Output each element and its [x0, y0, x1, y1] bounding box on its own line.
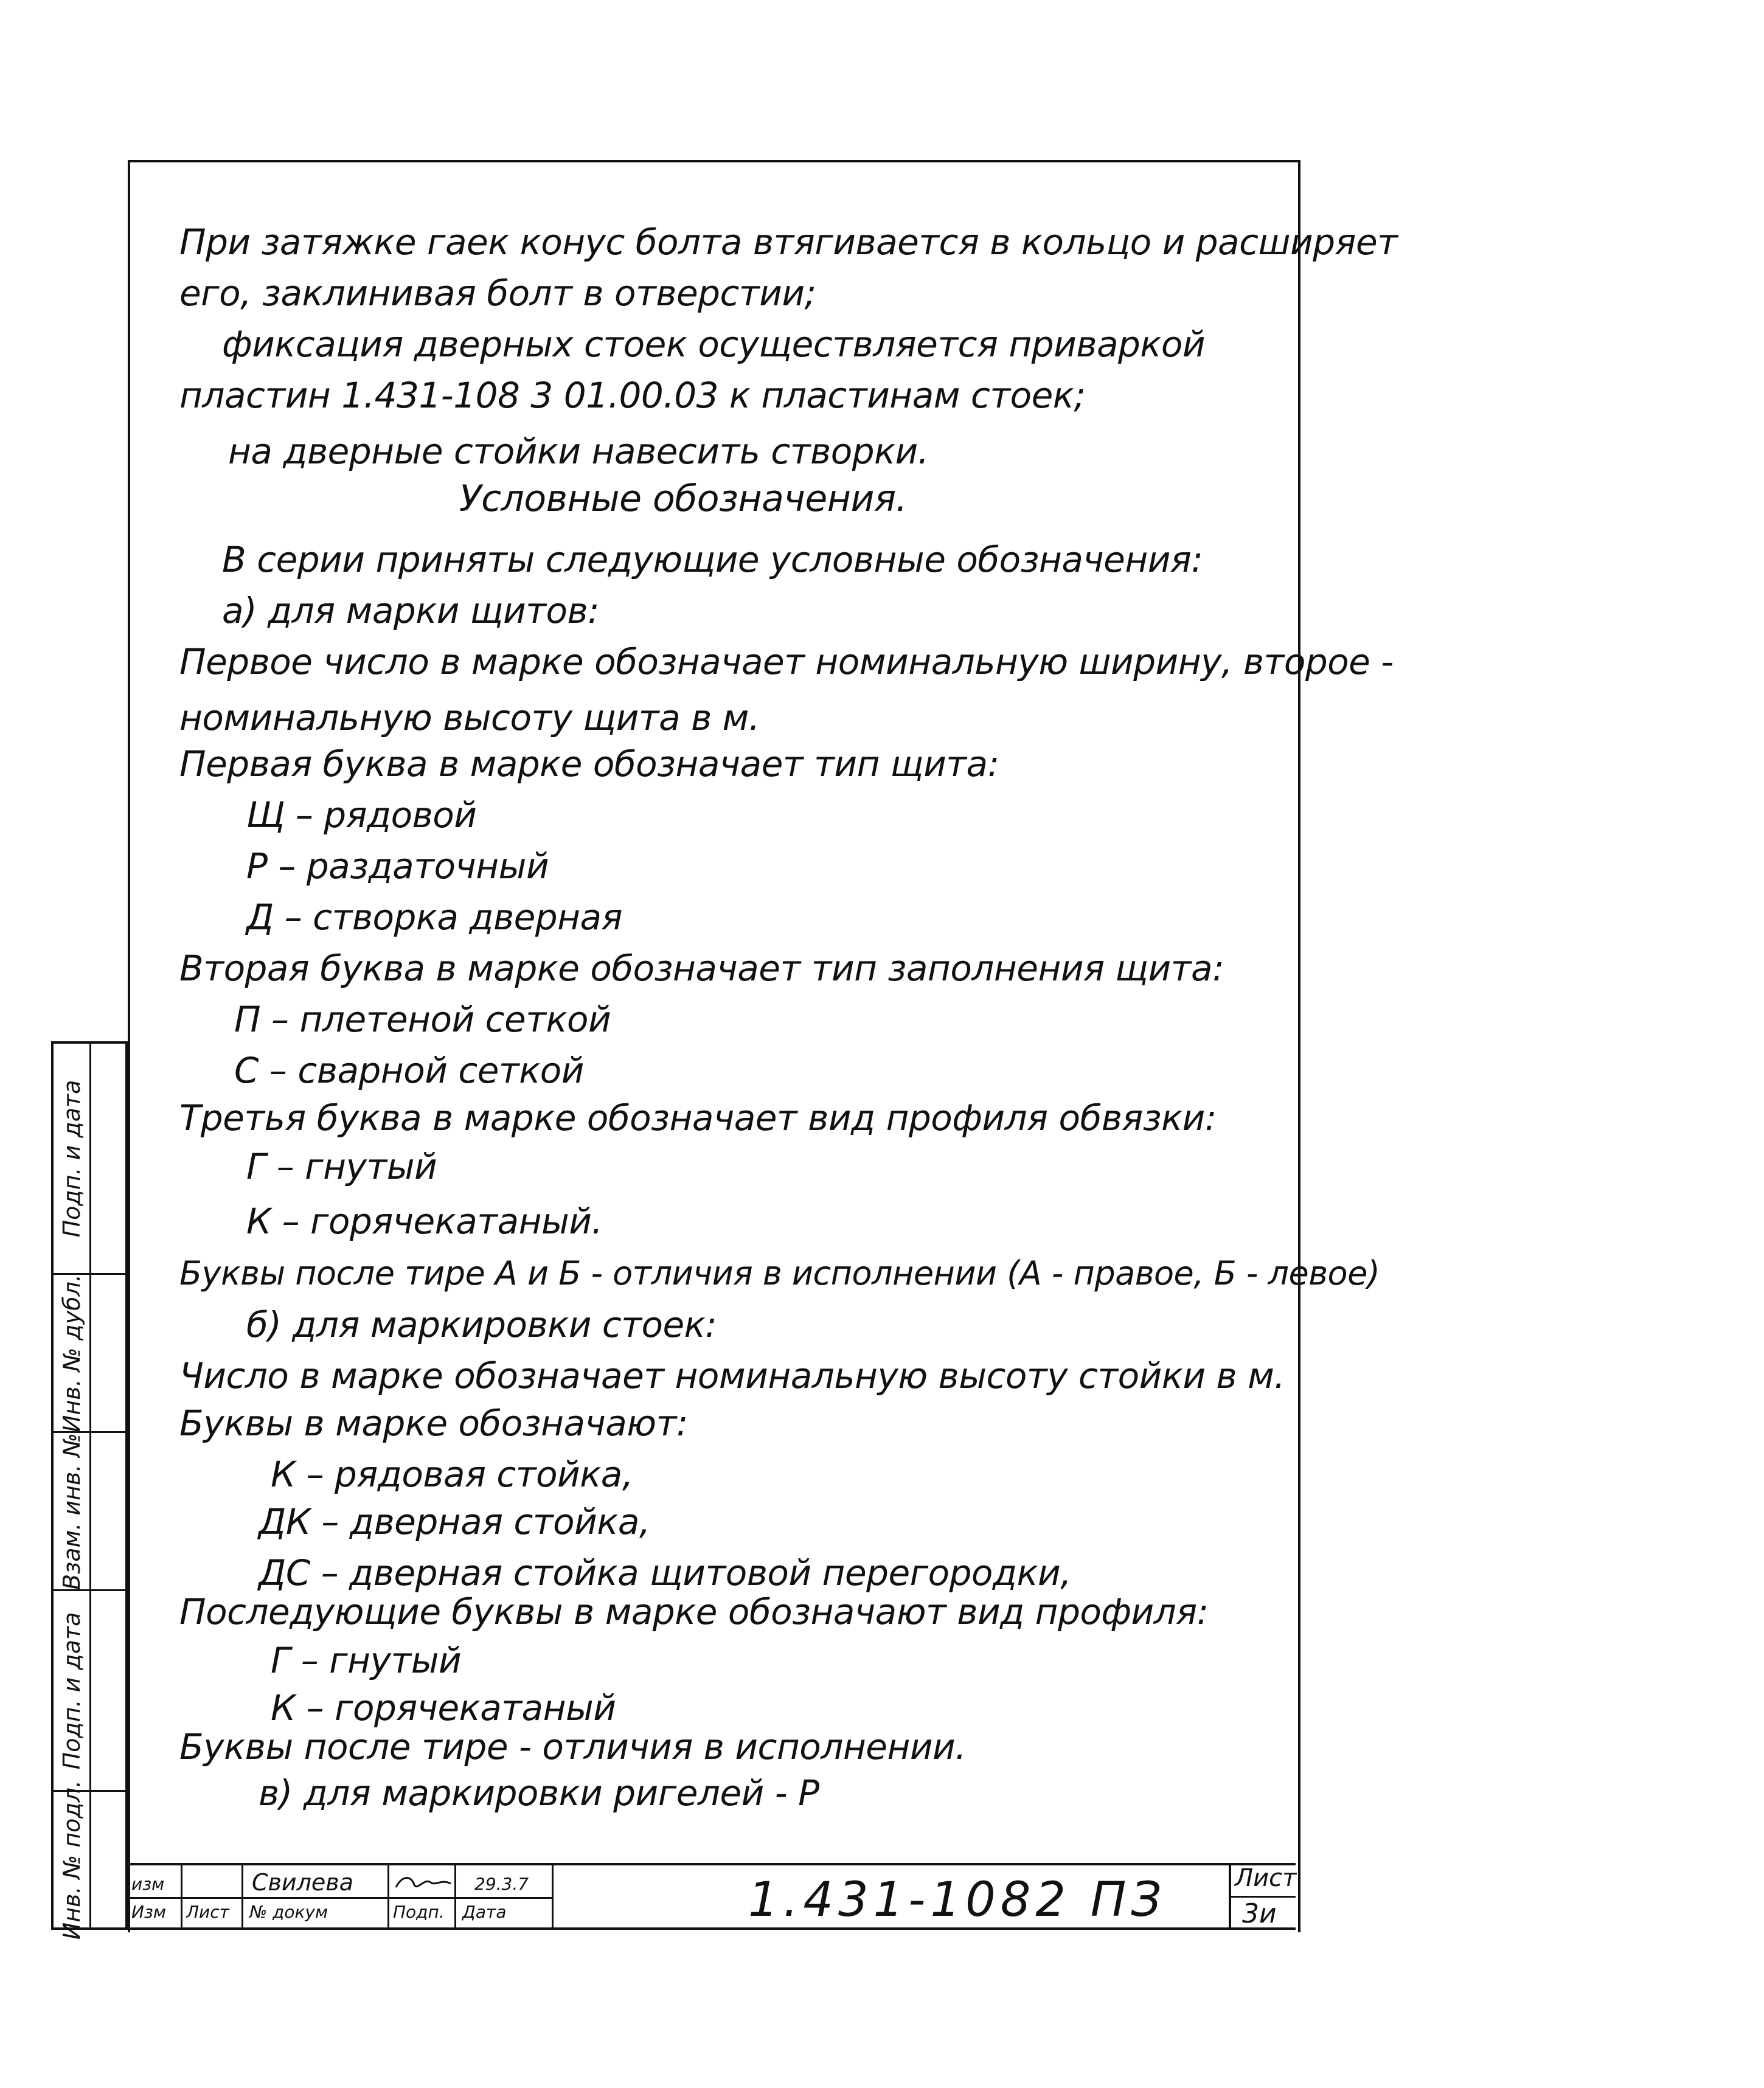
text-line: Г – гнутый [246, 1146, 437, 1187]
tb-sign-header: Подп. [393, 1902, 445, 1922]
text-line: номинальную высоту щита в м. [179, 697, 760, 738]
stamp-label: Взам. инв. № [58, 1432, 85, 1590]
stamp-value-cell [91, 1275, 127, 1433]
text-line: Р – раздаточный [246, 845, 549, 887]
tb-docno-header: № докум [249, 1902, 328, 1922]
tb-date-header: Дата [462, 1902, 507, 1922]
stamp-value-cell [91, 1591, 127, 1792]
text-line: Последующие буквы в марке обозначают вид профиля: [179, 1591, 1209, 1632]
tb-col-list [182, 1865, 243, 1927]
text-line: Первая буква в марке обозначает тип щита: [179, 743, 999, 785]
tb-izm-header: Изм [131, 1902, 166, 1922]
text-line: пластин 1.431-108 3 01.00.03 к пластинам стоек; [179, 375, 1086, 416]
stamp-label: Подп. и дата [58, 1080, 85, 1237]
text-line: б) для маркировки стоек: [246, 1304, 717, 1345]
text-line: Число в марке обозначает номинальную высоту стойки в м. [179, 1355, 1285, 1396]
stamp-label: Инв. № подл. [58, 1780, 85, 1940]
stamp-value-cell [91, 1433, 127, 1591]
text-line: Буквы в марке обозначают: [179, 1403, 688, 1444]
tb-date-value: 29.3.7 [474, 1874, 529, 1894]
text-line: Третья буква в марке обозначает вид профиля обвязки: [179, 1097, 1217, 1139]
text-line: П – плетеной сеткой [234, 999, 611, 1040]
stamp-cell [54, 1591, 91, 1792]
text-line: Вторая буква в марке обозначает тип заполнения щита: [179, 948, 1224, 989]
margin-stamp [51, 1041, 128, 1940]
text-line: К – горячекатаный [271, 1687, 616, 1729]
sheet-number-box [1229, 1863, 1296, 1930]
text-line: его, заклинивая болт в отверстии; [179, 272, 816, 314]
stamp-cell [54, 1780, 91, 1940]
text-line: а) для марки щитов: [222, 590, 600, 631]
text-line: ДК – дверная стойка, [259, 1501, 650, 1542]
tb-list-header: Лист [186, 1902, 229, 1922]
tb-col-sign [389, 1865, 456, 1927]
text-line: фиксация дверных стоек осуществляется приваркой [222, 324, 1206, 365]
text-line: Д – створка дверная [246, 897, 622, 938]
text-line: В серии приняты следующие условные обозначения: [222, 539, 1203, 580]
text-line: С – сварной сеткой [234, 1050, 584, 1091]
title-block [128, 1863, 1296, 1930]
text-line: Буквы после тире - отличия в исполнении. [179, 1726, 967, 1767]
stamp-value-cell [91, 1044, 127, 1275]
text-line: Буквы после тире А и Б - отличия в исполнении (А - правое, Б - левое) [179, 1254, 1380, 1292]
stamp-label: Подп. и дата [58, 1612, 85, 1769]
text-line: Первое число в марке обозначает номинальную ширину, второе - [179, 641, 1394, 682]
sheet-box-divider [1231, 1896, 1296, 1898]
stamp-cell [54, 1433, 91, 1591]
text-line: Г – гнутый [271, 1640, 462, 1681]
document-code: 1.431-1082 ПЗ [748, 1873, 1167, 1927]
section-heading: Условные обозначения. [459, 477, 908, 520]
tb-author-name: Свилева [252, 1869, 353, 1896]
sheet-label: Лист [1235, 1864, 1297, 1892]
stamp-value-cell [91, 1792, 127, 1927]
text-line: в) для маркировки ригелей - Р [259, 1772, 819, 1814]
text-line: При затяжке гаек конус болта втягивается в кольцо и расширяет [179, 221, 1398, 263]
signature-image [393, 1870, 454, 1895]
text-line: Щ – рядовой [246, 794, 477, 836]
stamp-cell [54, 1275, 91, 1433]
tb-col-date [456, 1865, 554, 1927]
text-line: К – рядовая стойка, [271, 1454, 633, 1495]
tb-col-izm [128, 1865, 182, 1927]
stamp-cell [54, 1044, 91, 1275]
text-line: К – горячекатаный. [246, 1201, 603, 1242]
tb-col-docno [243, 1865, 389, 1927]
sheet-number: 3и [1242, 1898, 1277, 1929]
stamp-label: Инв. № дубл. [58, 1274, 85, 1432]
text-line: на дверные стойки навесить створки. [228, 431, 929, 472]
tb-izm-value: изм [131, 1874, 165, 1894]
text-line: ДС – дверная стойка щитовой перегородки, [259, 1552, 1072, 1594]
